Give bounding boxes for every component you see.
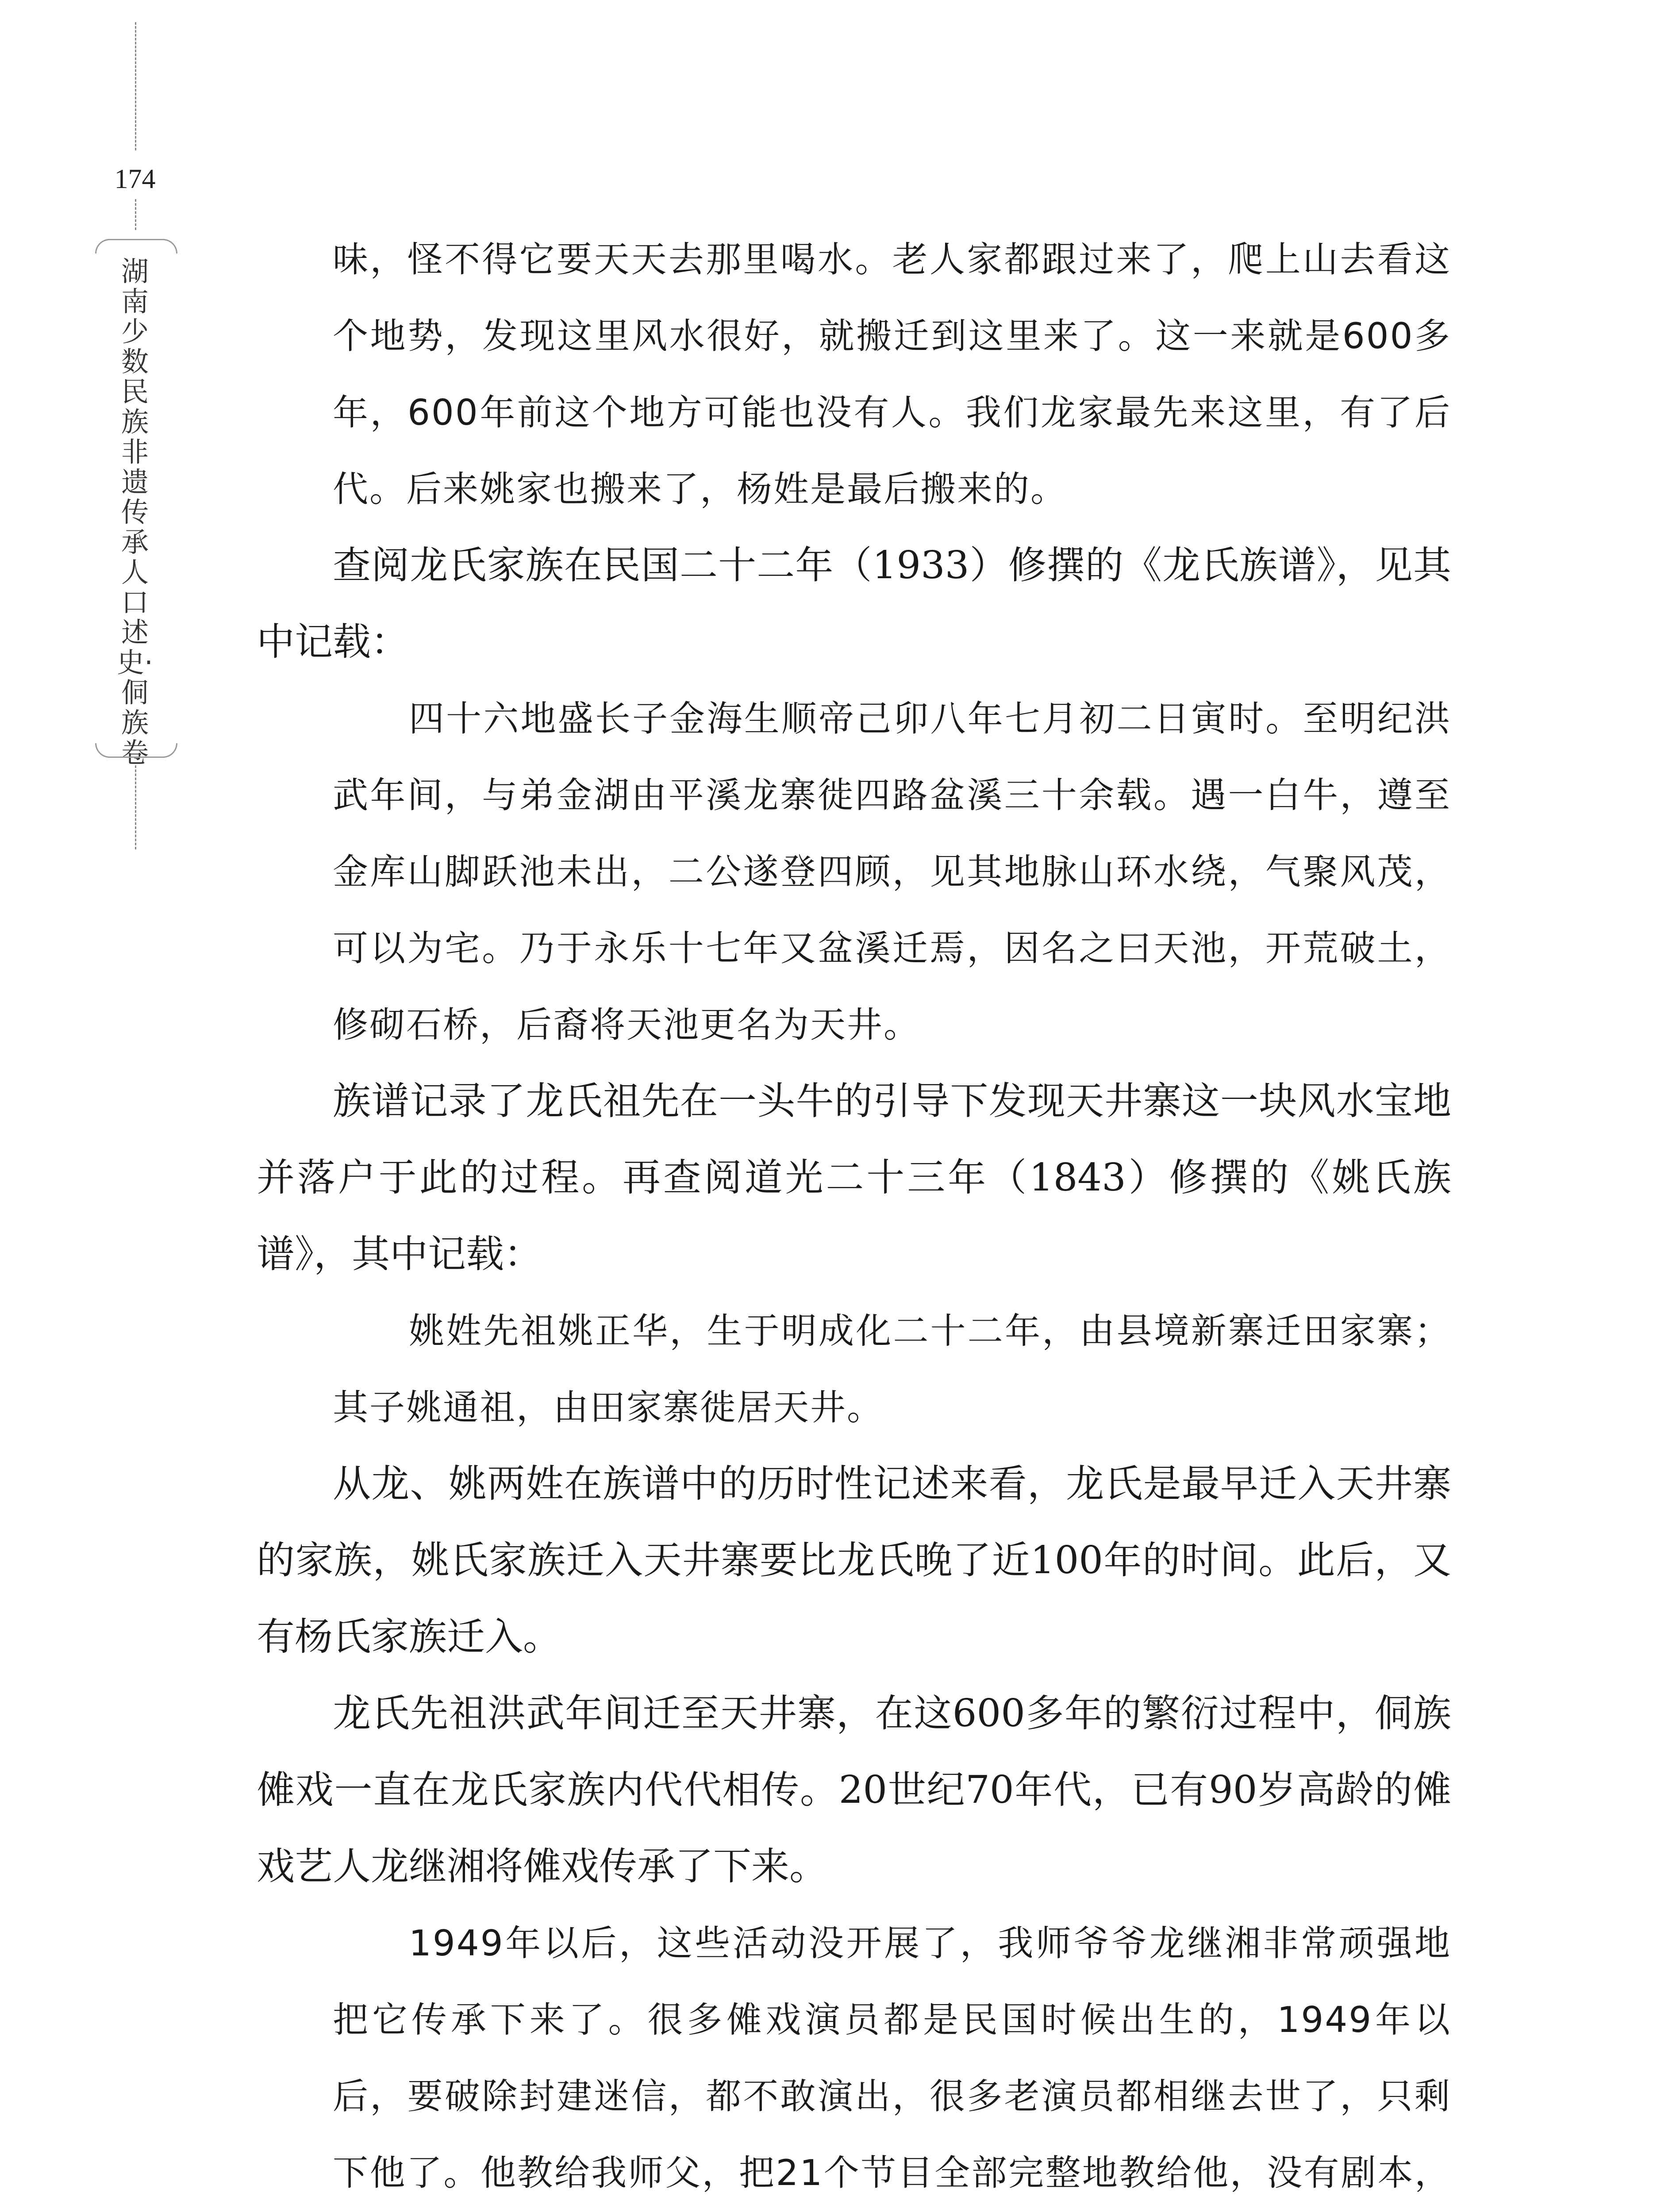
genealogy-quote-yao: 姚姓先祖姚正华，生于明成化二十二年，由县境新寨迁田家寨；其子姚通祖，由田家寨徙居天井。 xyxy=(333,1310,1451,1428)
body-paragraph: 龙氏先祖洪武年间迁至天井寨，在这600多年的繁衍过程中，侗族傩戏一直在龙氏家族内代代相传。20世纪70年代，已有90岁高龄的傩戏艺人龙继湘将傩戏传承了下来。 xyxy=(257,1691,1451,1889)
series-title-bracket-bottom xyxy=(95,743,177,758)
genealogy-quote-long: 四十六地盛长子金海生顺帝己卯八年七月初二日寅时。至明纪洪武年间，与弟金湖由平溪龙寨徙四路盆溪三十余载。遇一白牛，遵至金库山脚跃池未出，二公遂登四顾，见其地脉山环水绕，气聚风茂，可以为宅。乃于永乐十七年又盆溪迁焉，因名之曰天池，开荒破土，修砌石桥，后裔将天池更名为天井。 xyxy=(333,698,1451,1045)
margin-dashed-rule-middle xyxy=(135,199,136,230)
body-paragraph: 查阅龙氏家族在民国二十二年（1933）修撰的《龙氏族谱》，见其中记载： xyxy=(257,543,1451,664)
page-body xyxy=(257,221,1451,2212)
oral-quote-continued: 味，怪不得它要天天去那里喝水。老人家都跟过来了，爬上山去看这个地势，发现这里风水很好，就搬迁到这里来了。这一来就是600多年，600年前这个地方可能也没有人。我们龙家最先来这里，有了后代。后来姚家也搬来了，杨姓是最后搬来的。 xyxy=(333,239,1451,510)
series-title-bracket-top xyxy=(95,239,177,253)
page-number: 174 xyxy=(114,164,156,194)
series-title-vertical: 湖南少数民族非遗传承人口述史·侗族卷 xyxy=(117,255,153,769)
body-paragraph: 从龙、姚两姓在族谱中的历时性记述来看，龙氏是最早迁入天井寨的家族，姚氏家族迁入天井寨要比龙氏晚了近100年的时间。此后，又有杨氏家族迁入。 xyxy=(257,1462,1451,1659)
body-paragraph: 族谱记录了龙氏祖先在一头牛的引导下发现天井寨这一块风水宝地并落户于此的过程。再查阅道光二十三年（1843）修撰的《姚氏族谱》，其中记载： xyxy=(257,1079,1451,1276)
oral-quote: 1949年以后，这些活动没开展了，我师爷爷龙继湘非常顽强地把它传承下来了。很多傩戏演员都是民国时候出生的，1949年以后，要破除封建迷信，都不敢演出，很多老演员都相继去世了，只剩下他了。他教给我师父，把21个节目全部完整地教给他，没有剧本， xyxy=(333,1923,1451,2193)
margin-dashed-rule-top xyxy=(135,22,136,150)
margin-dashed-rule-bottom xyxy=(135,765,136,849)
